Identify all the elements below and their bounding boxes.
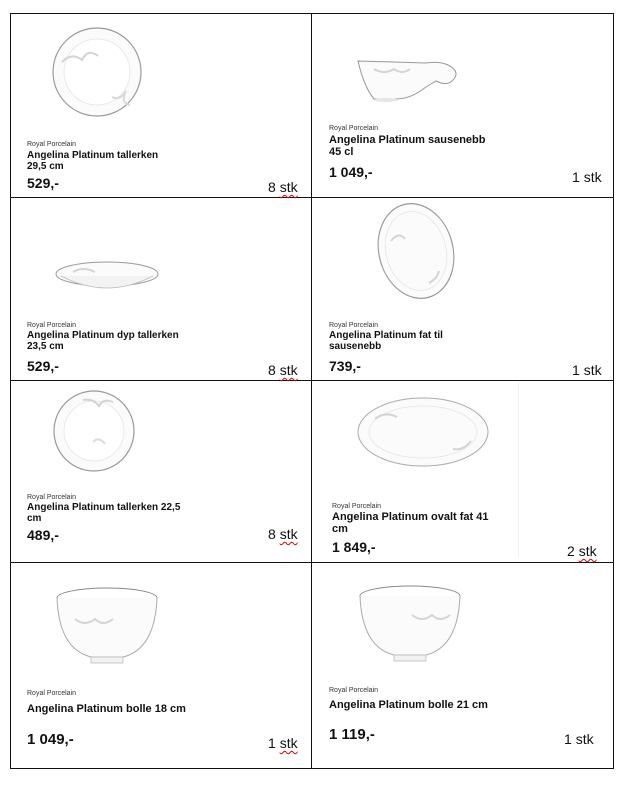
product-price: 1 049,- bbox=[329, 164, 373, 180]
product-name: Angelina Platinum bolle 18 cm bbox=[27, 703, 186, 715]
product-name: Angelina Platinum tallerken 22,5 cm bbox=[27, 502, 181, 524]
deep-plate-icon bbox=[55, 260, 160, 300]
dinner-plate-icon bbox=[52, 27, 142, 117]
oval-platter-icon bbox=[357, 397, 489, 467]
row-divider bbox=[10, 380, 614, 381]
product-name: Angelina Platinum tallerken 29,5 cm bbox=[27, 150, 159, 172]
image-frame bbox=[518, 382, 519, 557]
row-divider bbox=[10, 197, 614, 198]
product-name: Angelina Platinum ovalt fat 41 cm bbox=[332, 511, 489, 535]
product-quantity: 8 stk bbox=[268, 362, 298, 378]
bowl-icon bbox=[55, 587, 159, 667]
brand-label: Royal Porcelain bbox=[27, 322, 77, 329]
product-quantity: 8 stk bbox=[268, 526, 298, 542]
brand-label: Royal Porcelain bbox=[332, 503, 382, 510]
row-divider bbox=[10, 562, 614, 563]
product-quantity: 1 stk bbox=[564, 731, 594, 747]
product-quantity: 1 stk bbox=[268, 735, 298, 751]
brand-label: Royal Porcelain bbox=[329, 125, 379, 132]
product-name: Angelina Platinum sausenebb 45 cl bbox=[329, 134, 486, 158]
product-price: 529,- bbox=[27, 358, 59, 374]
brand-label: Royal Porcelain bbox=[27, 494, 77, 501]
product-quantity: 2 stk bbox=[567, 543, 597, 559]
gravy-boat-icon bbox=[356, 57, 461, 102]
product-price: 739,- bbox=[329, 358, 361, 374]
product-price: 529,- bbox=[27, 175, 59, 191]
brand-label: Royal Porcelain bbox=[27, 690, 77, 697]
product-name: Angelina Platinum dyp tallerken 23,5 cm bbox=[27, 330, 179, 352]
product-price: 1 049,- bbox=[27, 731, 74, 748]
brand-label: Royal Porcelain bbox=[329, 687, 379, 694]
product-quantity: 1 stk bbox=[572, 362, 602, 378]
product-name: Angelina Platinum bolle 21 cm bbox=[329, 699, 488, 711]
side-plate-icon bbox=[53, 390, 135, 472]
product-price: 1 849,- bbox=[332, 539, 376, 555]
product-quantity: 8 stk bbox=[268, 179, 298, 195]
brand-label: Royal Porcelain bbox=[27, 141, 77, 148]
brand-label: Royal Porcelain bbox=[329, 322, 379, 329]
bowl-large-icon bbox=[358, 585, 462, 665]
product-quantity: 1 stk bbox=[572, 169, 602, 185]
product-price: 489,- bbox=[27, 527, 59, 543]
oval-dish-icon bbox=[373, 201, 459, 301]
product-name: Angelina Platinum fat til sausenebb bbox=[329, 330, 443, 352]
product-price: 1 119,- bbox=[329, 726, 375, 743]
column-divider bbox=[311, 13, 312, 769]
